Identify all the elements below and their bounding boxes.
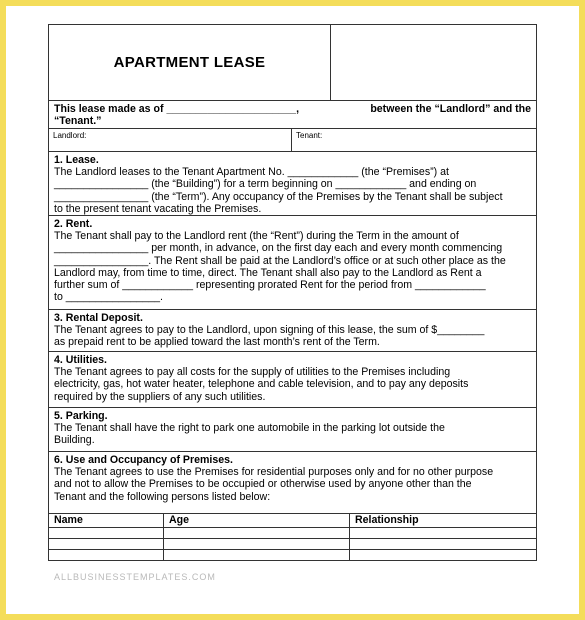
landlord-cell[interactable] xyxy=(49,129,292,151)
section-title: 1. Lease. xyxy=(54,154,99,166)
intro-right: between the “Landlord” and the xyxy=(370,103,531,115)
section-line: The Landlord leases to the Tenant Apartment No. ____________ (the “Premises”) at xyxy=(54,166,449,179)
intro-second-line: “Tenant.” xyxy=(54,115,102,127)
section-line: to the present tenant vacating the Premises. xyxy=(54,202,262,215)
section-line: ________________ per month, in advance, on the first day each and every month commencing xyxy=(54,242,503,255)
section-rent xyxy=(49,216,536,310)
section-title: 3. Rental Deposit. xyxy=(54,312,143,324)
age-cell[interactable] xyxy=(164,539,350,549)
section-line: The Tenant shall pay to the Landlord rent (the “Rent”) during the Term in the amount of xyxy=(54,230,459,243)
section-line: electricity, gas, hot water heater, telephone and cable television, and to pay any deposits xyxy=(54,378,469,391)
section-lease xyxy=(49,152,536,216)
section-line: to ________________. xyxy=(54,291,163,304)
relationship-cell[interactable] xyxy=(350,539,536,549)
section-parking xyxy=(49,408,536,452)
landlord-label: Landlord: xyxy=(53,131,87,140)
intro-line xyxy=(49,101,536,129)
name-cell[interactable] xyxy=(49,528,164,538)
section-line: Tenant and the following persons listed below: xyxy=(54,490,271,503)
table-row xyxy=(49,527,536,538)
name-cell[interactable] xyxy=(49,550,164,560)
title-cell xyxy=(49,25,331,100)
section-title: 2. Rent. xyxy=(54,218,93,230)
section-line: The Tenant agrees to pay to the Landlord, upon signing of this lease, the sum of $________ xyxy=(54,324,485,337)
section-utilities xyxy=(49,352,536,408)
relationship-cell[interactable] xyxy=(350,550,536,560)
section-line: and not to allow the Premises to be occupied or otherwise used by anyone other than the xyxy=(54,478,472,491)
section-line: Building. xyxy=(54,434,95,447)
document-header xyxy=(49,24,536,101)
section-line: required by the suppliers of any such utilities. xyxy=(54,390,266,403)
lease-document xyxy=(48,24,537,561)
age-cell[interactable] xyxy=(164,528,350,538)
column-header-relationship: Relationship xyxy=(355,514,419,526)
section-line: further sum of ____________ representing prorated Rent for the period from ____________ xyxy=(54,279,486,292)
tenant-label: Tenant: xyxy=(296,131,323,140)
name-cell[interactable] xyxy=(49,539,164,549)
section-rental-deposit xyxy=(49,310,536,352)
table-row xyxy=(49,538,536,549)
parties-row xyxy=(49,129,536,152)
section-line: as prepaid rent to be applied toward the last month’s rent of the Term. xyxy=(54,336,380,349)
column-header-age: Age xyxy=(164,514,350,527)
section-line: ________________ (the “Term”). Any occupancy of the Premises by the Tenant shall be subject xyxy=(54,190,503,203)
header-blank-cell xyxy=(331,25,536,100)
section-title: 6. Use and Occupancy of Premises. xyxy=(54,454,233,466)
section-title: 5. Parking. xyxy=(54,410,108,422)
relationship-cell[interactable] xyxy=(350,528,536,538)
section-line: The Tenant agrees to use the Premises for residential purposes only and for no other purpose xyxy=(54,466,494,479)
intro-first-line xyxy=(54,103,531,115)
age-cell[interactable] xyxy=(164,550,350,560)
section-use-occupancy xyxy=(49,452,536,507)
table-header-row xyxy=(49,513,536,527)
section-line: ________________. The Rent shall be paid at the Landlord’s office or at such other place as the xyxy=(54,254,506,267)
page xyxy=(6,6,579,614)
watermark: ALLBUSINESSTEMPLATES.COM xyxy=(54,572,216,582)
section-title: 4. Utilities. xyxy=(54,354,107,366)
section-line: The Tenant shall have the right to park one automobile in the parking lot outside the xyxy=(54,422,445,435)
intro-left: This lease made as of ______________________, xyxy=(54,103,300,115)
section-line: Landlord may, from time to time, direct. The Tenant shall also pay to the Landlord as Rent a xyxy=(54,266,482,279)
section-line: ________________ (the “Building”) for a term beginning on ____________ and ending on xyxy=(54,178,477,191)
section-line: The Tenant agrees to pay all costs for the supply of utilities to the Premises including xyxy=(54,366,451,379)
occupants-table xyxy=(49,513,536,561)
tenant-cell[interactable] xyxy=(292,129,326,151)
table-row xyxy=(49,549,536,560)
column-header-name: Name xyxy=(49,514,164,527)
document-title: APARTMENT LEASE xyxy=(113,54,266,71)
